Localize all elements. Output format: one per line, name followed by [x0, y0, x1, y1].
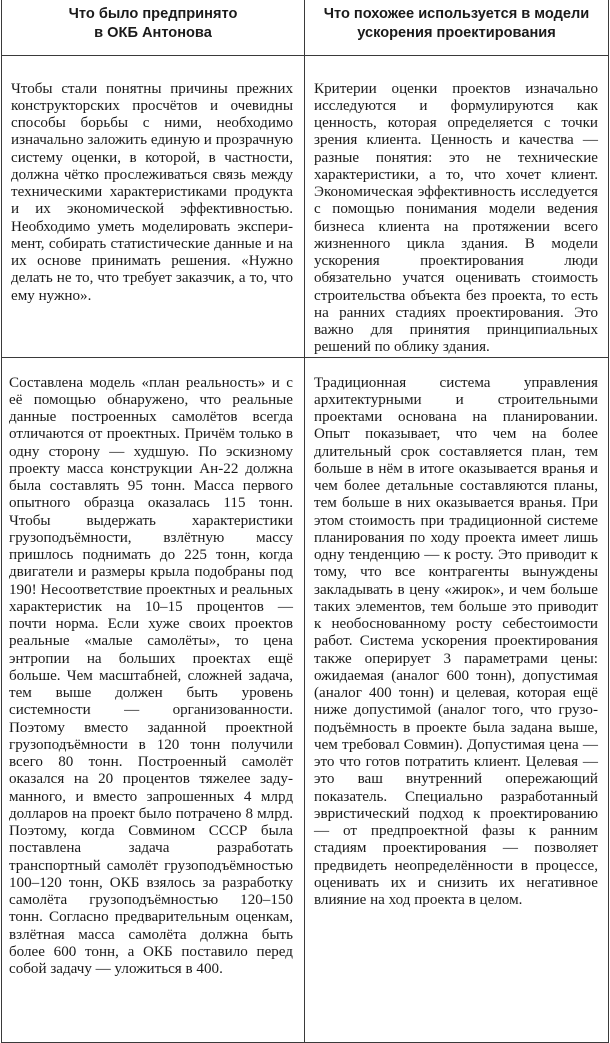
cell-text: Критерии оценки проектов изначально исследуются и формулируются как ценность, которая определяется с точки зрения клиента. Ценность и качества — разные понятия: это не технические характеристики, а то, что хочет клиент. Экономическая эффективность исследуется с помощью понимания модели ведения бизнеса клиента на протяжении всего жизненного цикла здания. В модели ускорения проектирования люди обязательно учатся оценивать стоимость строительства объекта без проекта, то есть на ранних стадиях проектирования. Это важно для принятия принципиальных решений по облику здания. [314, 80, 598, 356]
column-header-left [2, 0, 305, 55]
column-header-right-line2: ускорения проектирования [357, 25, 556, 41]
cell-text: Чтобы стали понятны причины прежних конструкторских просчётов и очевидны способы борьбы с ними, необходимо изначально заложить единую и прозрачную систему оценки, в которой, в частности, должна чётко прослеживаться связь между техническими характеристиками продукта и их экономической эффективностью. Необходимо уметь моделировать эксперимент, собирать статистические данные и на их основе принимать решения. «Нужно делать не то, что требует заказчик, а то, что ему нужно». [11, 80, 293, 304]
column-header-right-line1: Что похожее используется в модели [323, 6, 590, 22]
comparison-table [1, 0, 609, 1043]
column-header-left-line2: в ОКБ Антонова [94, 25, 212, 41]
column-header-left-line1: Что было предпринято [68, 6, 238, 22]
cell-text: Составлена модель «план реальность» и с её помощью обнаружено, что реальные данные построенных самолётов всегда отличаются от проектных. Причём только в одну сторону — худшую. По эскизному проекту масса конструкции Ан-22 должна была составлять 95 тонн. Масса первого опытного образца оказалась 115 тонн. Чтобы выдержать характеристики грузоподъёмности, взлётную массу пришлось поднимать до 225 тонн, когда двигатели и размеры крыла подобраны под 190! Несоответствие проектных и реальных характеристик на 10–15 процентов — почти норма. Если хуже своих проектов реальные «малые самолёты», то цена энтропии на больших проектах ещё больше. Чем масштабней, сложней задача, тем выше должен быть уровень системности — организованности. Поэтому вместо заданной проектной грузоподъёмности в 120 тонн получили всего 80 тонн. Построенный самолёт оказался на 20 процентов тяжелее задуманного, и вместо запрошенных 4 млрд долларов на проект было потрачено 8 млрд. Поэтому, когда Совмином СССР была поставлена задача разработать транспортный самолёт грузоподъёмностью 100–120 тонн, ОКБ взялось за разработку самолёта грузоподъёмностью 120–150 тонн. Согласно предварительным оценкам, взлётная масса самолёта должна быть более 600 тонн, а ОКБ поставило перед собой задачу — уложиться в 400. [9, 374, 293, 977]
header-row [2, 0, 609, 55]
table-cell-left [2, 357, 305, 1042]
table-row [2, 357, 609, 1042]
table-cell-left [2, 55, 305, 357]
table-cell-right [305, 55, 609, 357]
cell-text: Традиционная система управления архитектурными и строительными проектами основана на планировании. Опыт показывает, что чем на более длительный срок составляется план, тем больше в нём в итоге оказывается вранья и чем более детальные составляются планы, тем больше в них оказывается вранья. При этом стоимость при традиционной системе планирования по ходу проекта имеет лишь одну тенденцию — к росту. Это приводит к тому, что все контрагенты вынуждены закладывать в цену «жирок», и чем больше таких элементов, тем больше это приводит к необоснованному росту себестоимости работ. Система ускорения проектирования также оперирует 3 параметрами цены: ожидаемая (аналог 600 тонн), допустимая (аналог 400 тонн) и целевая, которая ещё ниже допустимой (аналог того, что грузоподъёмность в проекте была задана выше, чем требовал Совмин). Допустимая цена — это что готов потратить клиент. Целевая — это ваш внутренний опережающий показатель. Специально разработанный эвристический подход к проектированию — от предпроектной фазы к ранним стадиям проектирования — позволяет предвидеть неопределённости в процессе, оценивать их и снизить их негативное влияние на ход проекта в целом. [314, 374, 598, 908]
table-row [2, 55, 609, 357]
table-cell-right [305, 357, 609, 1042]
column-header-right [305, 0, 609, 55]
